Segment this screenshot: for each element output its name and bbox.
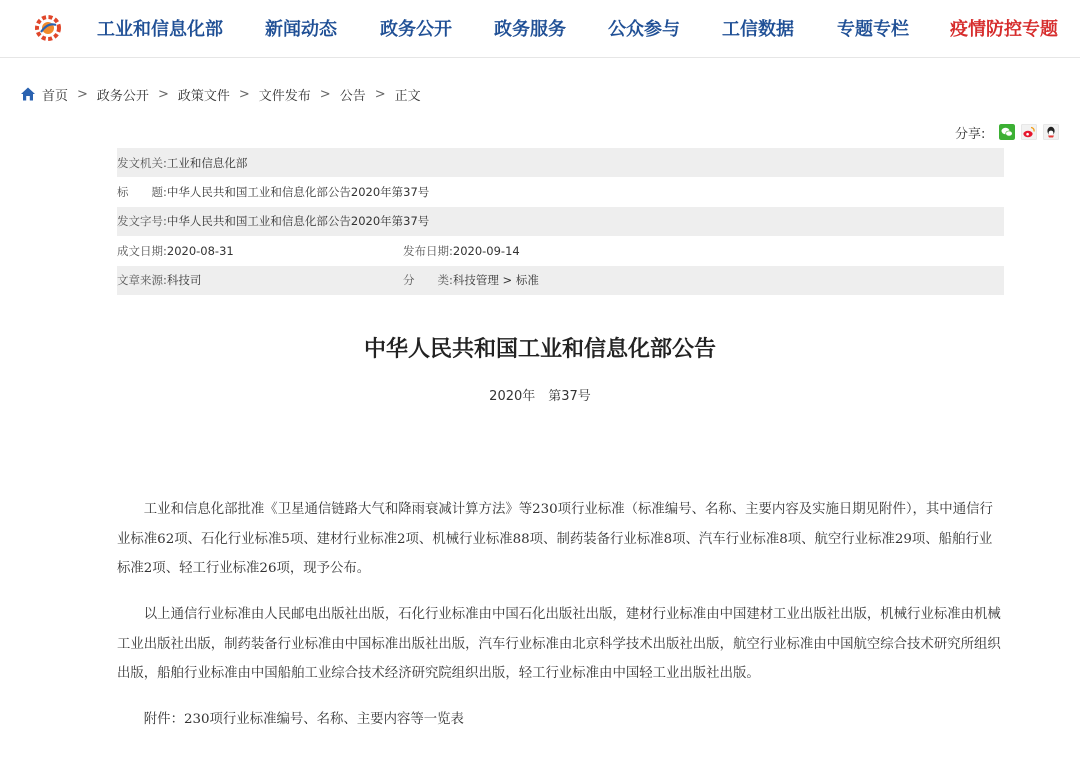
article-paragraph: 工业和信息化部批准《卫星通信链路大气和降雨衰减计算方法》等230项行业标准（标准编号、名称、主要内容及实施日期见附件），其中通信行业标准62项、石化行业标准5项、建材行业标准2项、机械行业标准88项、制药装备行业标准8项、汽车行业标准8项、航空行业标准29项、船舶行业标准2项、轻工行业标准26项，现予公布。 — [117, 502, 993, 576]
breadcrumb-separator: > — [319, 86, 331, 102]
meta-value-doc-no: 中华人民共和国工业和信息化部公告2020年第37号 — [166, 214, 430, 229]
meta-row-source — [117, 266, 1004, 295]
meta-value-title: 中华人民共和国工业和信息化部公告2020年第37号 — [166, 185, 430, 200]
meta-label-created: 成文日期: — [117, 243, 167, 258]
meta-row-dates — [117, 236, 1004, 265]
breadcrumb-separator: > — [374, 86, 386, 102]
home-icon[interactable] — [20, 86, 36, 102]
nav-item-epidemic[interactable]: 疫情防控专题 — [950, 19, 1058, 40]
nav-item-government-affairs[interactable]: 政务公开 — [380, 19, 452, 40]
meta-value-source: 科技司 — [166, 273, 202, 288]
qq-icon[interactable] — [1043, 124, 1059, 140]
share-label: 分享: — [955, 126, 986, 142]
meta-label-published: 发布日期: — [403, 243, 453, 258]
breadcrumb-policy-documents[interactable]: 政策文件 — [177, 88, 230, 104]
meta-value-issuer: 工业和信息化部 — [166, 155, 248, 170]
miit-logo-icon[interactable] — [32, 12, 64, 44]
meta-label-issuer: 发文机关: — [117, 155, 167, 170]
document-meta-table — [117, 148, 1004, 295]
attachment-link[interactable]: 附件：230项行业标准编号、名称、主要内容等一览表 — [143, 712, 464, 727]
weibo-icon[interactable] — [1021, 124, 1037, 140]
nav-item-ministry[interactable]: 工业和信息化部 — [97, 19, 223, 40]
nav-item-news[interactable]: 新闻动态 — [265, 19, 337, 40]
breadcrumb-current: 正文 — [394, 88, 421, 104]
breadcrumb-announcement[interactable]: 公告 — [339, 88, 366, 104]
meta-label-source: 文章来源: — [117, 273, 167, 288]
nav-item-government-services[interactable]: 政务服务 — [494, 19, 566, 40]
meta-row-issuer — [117, 148, 1004, 177]
article-subtitle: 2020年 第37号 — [489, 389, 591, 404]
breadcrumb — [20, 84, 421, 104]
meta-row-doc-no — [117, 207, 1004, 236]
meta-label-title: 标 题: — [117, 185, 167, 200]
meta-value-published: 2020-09-14 — [452, 243, 520, 258]
meta-label-doc-no: 发文字号: — [117, 214, 167, 229]
breadcrumb-government-affairs[interactable]: 政务公开 — [96, 88, 149, 104]
breadcrumb-separator: > — [238, 86, 250, 102]
breadcrumb-separator: > — [157, 86, 169, 102]
article-paragraph: 以上通信行业标准由人民邮电出版社出版，石化行业标准由中国石化出版社出版，建材行业标准由中国建材工业出版社出版，机械行业标准由机械工业出版社出版，制药装备行业标准由中国标准出版社出版，汽车行业标准由北京科学技术出版社出版，航空行业标准由中国航空综合技术研究所组织出版，船舶行业标准由中国船舶工业综合技术经济研究院组织出版，轻工行业标准由中国轻工业出版社出版。 — [117, 607, 1001, 681]
breadcrumb-document-release[interactable]: 文件发布 — [258, 88, 311, 104]
meta-value-created: 2020-08-31 — [166, 243, 234, 258]
top-navigation — [0, 0, 1080, 58]
meta-value-category: 科技管理 > 标准 — [452, 273, 539, 288]
nav-item-public-participation[interactable]: 公众参与 — [608, 19, 680, 40]
breadcrumb-home[interactable]: 首页 — [42, 88, 69, 104]
nav-item-data[interactable]: 工信数据 — [722, 19, 794, 40]
breadcrumb-separator: > — [77, 86, 88, 102]
meta-row-title — [117, 177, 1004, 206]
nav-item-special-topics[interactable]: 专题专栏 — [837, 19, 909, 40]
wechat-icon[interactable] — [999, 124, 1015, 140]
share-bar — [955, 123, 1059, 141]
article-title: 中华人民共和国工业和信息化部公告 — [363, 337, 716, 362]
meta-label-category: 分 类: — [403, 273, 453, 288]
